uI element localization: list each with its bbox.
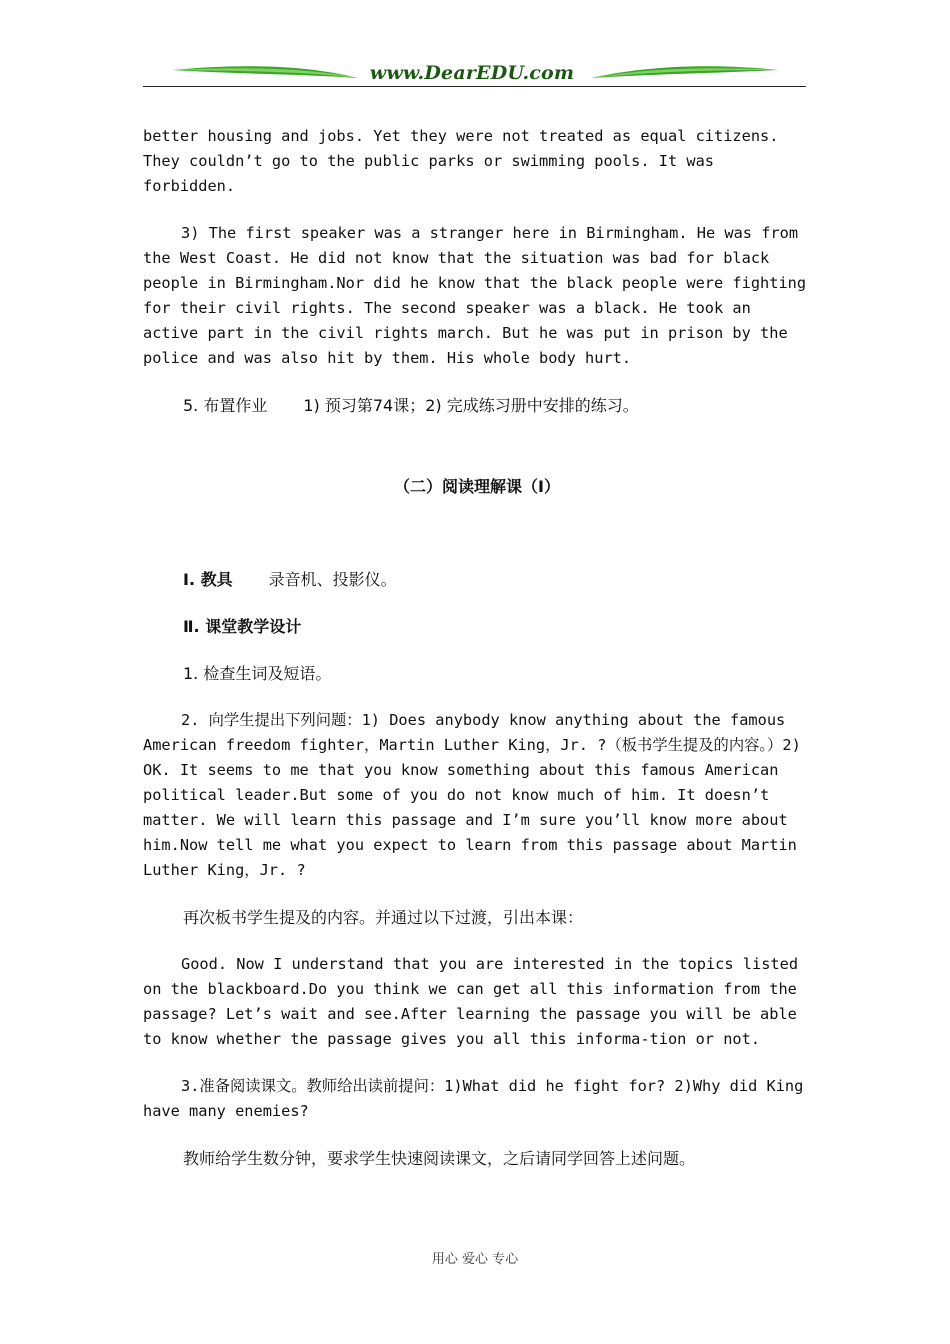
page-footer: 用心 爱心 专心 <box>431 1252 519 1267</box>
transition-paragraph: Good. Now I understand that you are interested in the topics listed on the blackboard.Do you think we can get all this information from the passage? Let’s wait and see.After learning the passage you will be able to know whether the passage gives you all this informa-tion or not. <box>143 955 799 1048</box>
section-title: （二）阅读理解课（Ⅰ） <box>394 477 560 496</box>
design-heading <box>143 614 811 639</box>
paragraph-continued: better housing and jobs. Yet they were not treated as equal citizens. They couldn’t go to the public parks or swimming pools. It was forbidden. <box>143 127 779 195</box>
homework-text: 1) 预习第74课；2) 完成练习册中安排的练习。 <box>303 396 639 415</box>
equipment-text: 录音机、投影仪。 <box>268 570 397 589</box>
note-blackboard: 再次板书学生提及的内容。并通过以下过渡，引出本课： <box>183 908 584 927</box>
header-rule <box>143 86 806 87</box>
step-3: 3.准备阅读课文。教师给出读前提问：1)What did he fight for? 2)Why did King have many enemies? <box>143 1077 804 1120</box>
equipment-label: Ⅰ. 教具 <box>183 570 233 589</box>
step-2: 2. 向学生提出下列问题：1) Does anybody know anything about the famous American freedom fighter，Martin Luther King，Jr. ?（板书学生提及的内容。）2) OK. It seems to me that you know something about this famous American political leader.But some of you do not know much of him. It doesn’t matter. We will learn this passage and I’m sure you’ll know more about him.Now tell me what you expect to learn from this passage about Martin Luther King，Jr. ? <box>143 711 801 879</box>
step-1: 1. 检查生词及短语。 <box>183 664 332 683</box>
homework-label: 5. 布置作业 <box>183 396 268 415</box>
document-body <box>143 124 811 1193</box>
design-label: Ⅱ. 课堂教学设计 <box>183 617 302 636</box>
note-reading: 教师给学生数分钟，要求学生快速阅读课文，之后请同学回答上述问题。 <box>183 1149 696 1168</box>
homework-line <box>143 393 811 418</box>
paragraph-answer-3: 3) The first speaker was a stranger here in Birmingham. He was from the West Coast. He did not know that the situation was bad for black people in Birmingham.Nor did he know that the black people were fighting for their civil rights. The second speaker was a black. He took an active part in the civil rights march. But he was put in prison by the police and was also hit by them. His whole body hurt. <box>143 224 807 367</box>
equipment-line <box>143 567 811 592</box>
header-site-name: www.DearEDU.com <box>369 62 575 84</box>
page-header <box>143 58 806 90</box>
